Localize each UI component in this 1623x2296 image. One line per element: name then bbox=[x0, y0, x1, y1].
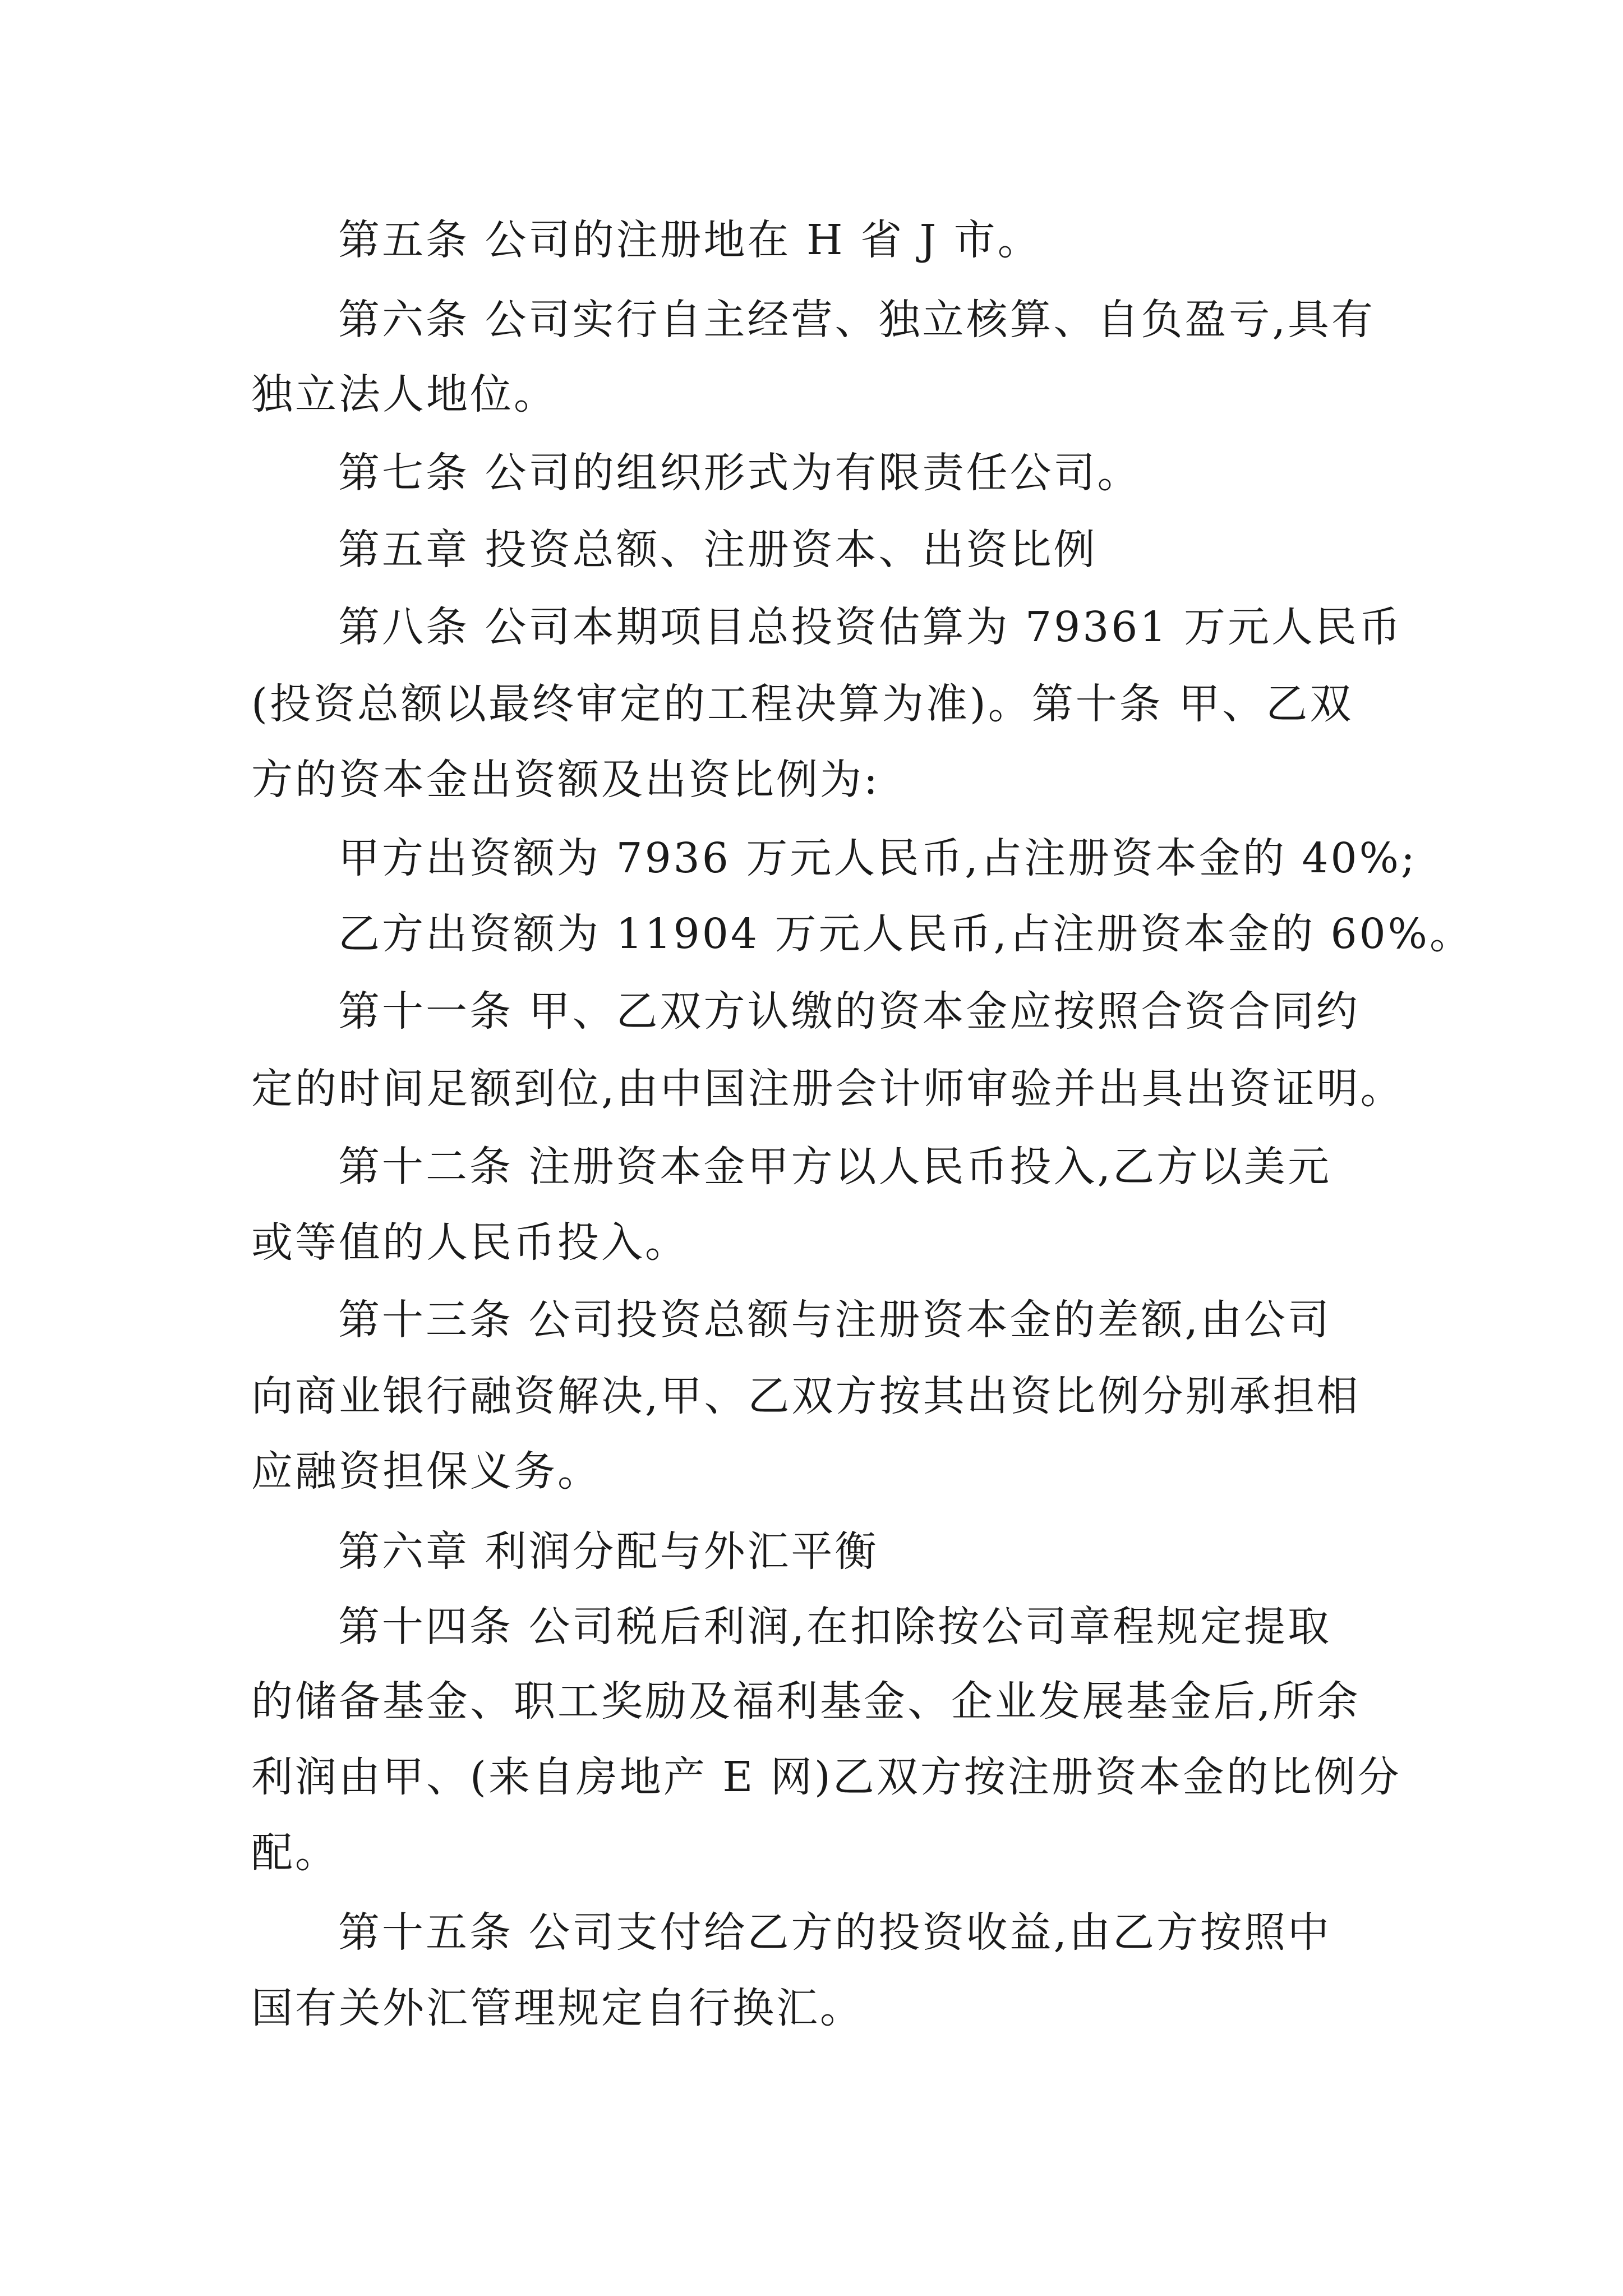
article-6-line-2: 独立法人地位。 bbox=[251, 370, 557, 418]
article-12-line-2: 或等值的人民币投入。 bbox=[251, 1218, 689, 1267]
article-15-line-2: 国有关外汇管理规定自行换汇。 bbox=[251, 1984, 864, 2032]
article-5: 第五条 公司的注册地在 H 省 J 市。 bbox=[338, 216, 1041, 264]
article-13-line-2: 向商业银行融资解决,甲、乙双方按其出资比例分别承担相 bbox=[251, 1372, 1361, 1420]
article-12-line-1: 第十二条 注册资本金甲方以人民币投入,乙方以美元 bbox=[338, 1143, 1332, 1191]
party-a-contribution: 甲方出资额为 7936 万元人民币,占注册资本金的 40%; bbox=[338, 834, 1417, 882]
article-8-line-1: 第八条 公司本期项目总投资估算为 79361 万元人民币 bbox=[338, 603, 1403, 651]
article-11-line-2: 定的时间足额到位,由中国注册会计师审验并出具出资证明。 bbox=[251, 1065, 1404, 1113]
article-15-line-1: 第十五条 公司支付给乙方的投资收益,由乙方按照中 bbox=[338, 1908, 1332, 1957]
article-7: 第七条 公司的组织形式为有限责任公司。 bbox=[338, 449, 1141, 497]
article-6-line-1: 第六条 公司实行自主经营、独立核算、自负盈亏,具有 bbox=[338, 296, 1376, 344]
article-13-line-3: 应融资担保义务。 bbox=[251, 1447, 601, 1496]
chapter-6-heading: 第六章 利润分配与外汇平衡 bbox=[338, 1527, 879, 1576]
article-13-line-1: 第十三条 公司投资总额与注册资本金的差额,由公司 bbox=[338, 1296, 1332, 1344]
article-14-line-4: 配。 bbox=[251, 1829, 339, 1877]
article-11-line-1: 第十一条 甲、乙双方认缴的资本金应按照合资合同约 bbox=[338, 987, 1360, 1036]
article-8-line-2: (投资总额以最终审定的工程决算为准)。第十条 甲、乙双 bbox=[251, 680, 1354, 728]
article-14-line-2: 的储备基金、职工奖励及福利基金、企业发展基金后,所余 bbox=[251, 1677, 1361, 1726]
article-14-line-1: 第十四条 公司税后利润,在扣除按公司章程规定提取 bbox=[338, 1603, 1332, 1651]
article-14-line-3: 利润由甲、(来自房地产 E 网)乙双方按注册资本金的比例分 bbox=[251, 1753, 1401, 1801]
chapter-5-heading: 第五章 投资总额、注册资本、出资比例 bbox=[338, 526, 1098, 574]
article-8-line-3: 方的资本金出资额及出资比例为: bbox=[251, 756, 880, 804]
party-b-contribution: 乙方出资额为 11904 万元人民币,占注册资本金的 60%。 bbox=[338, 910, 1473, 958]
